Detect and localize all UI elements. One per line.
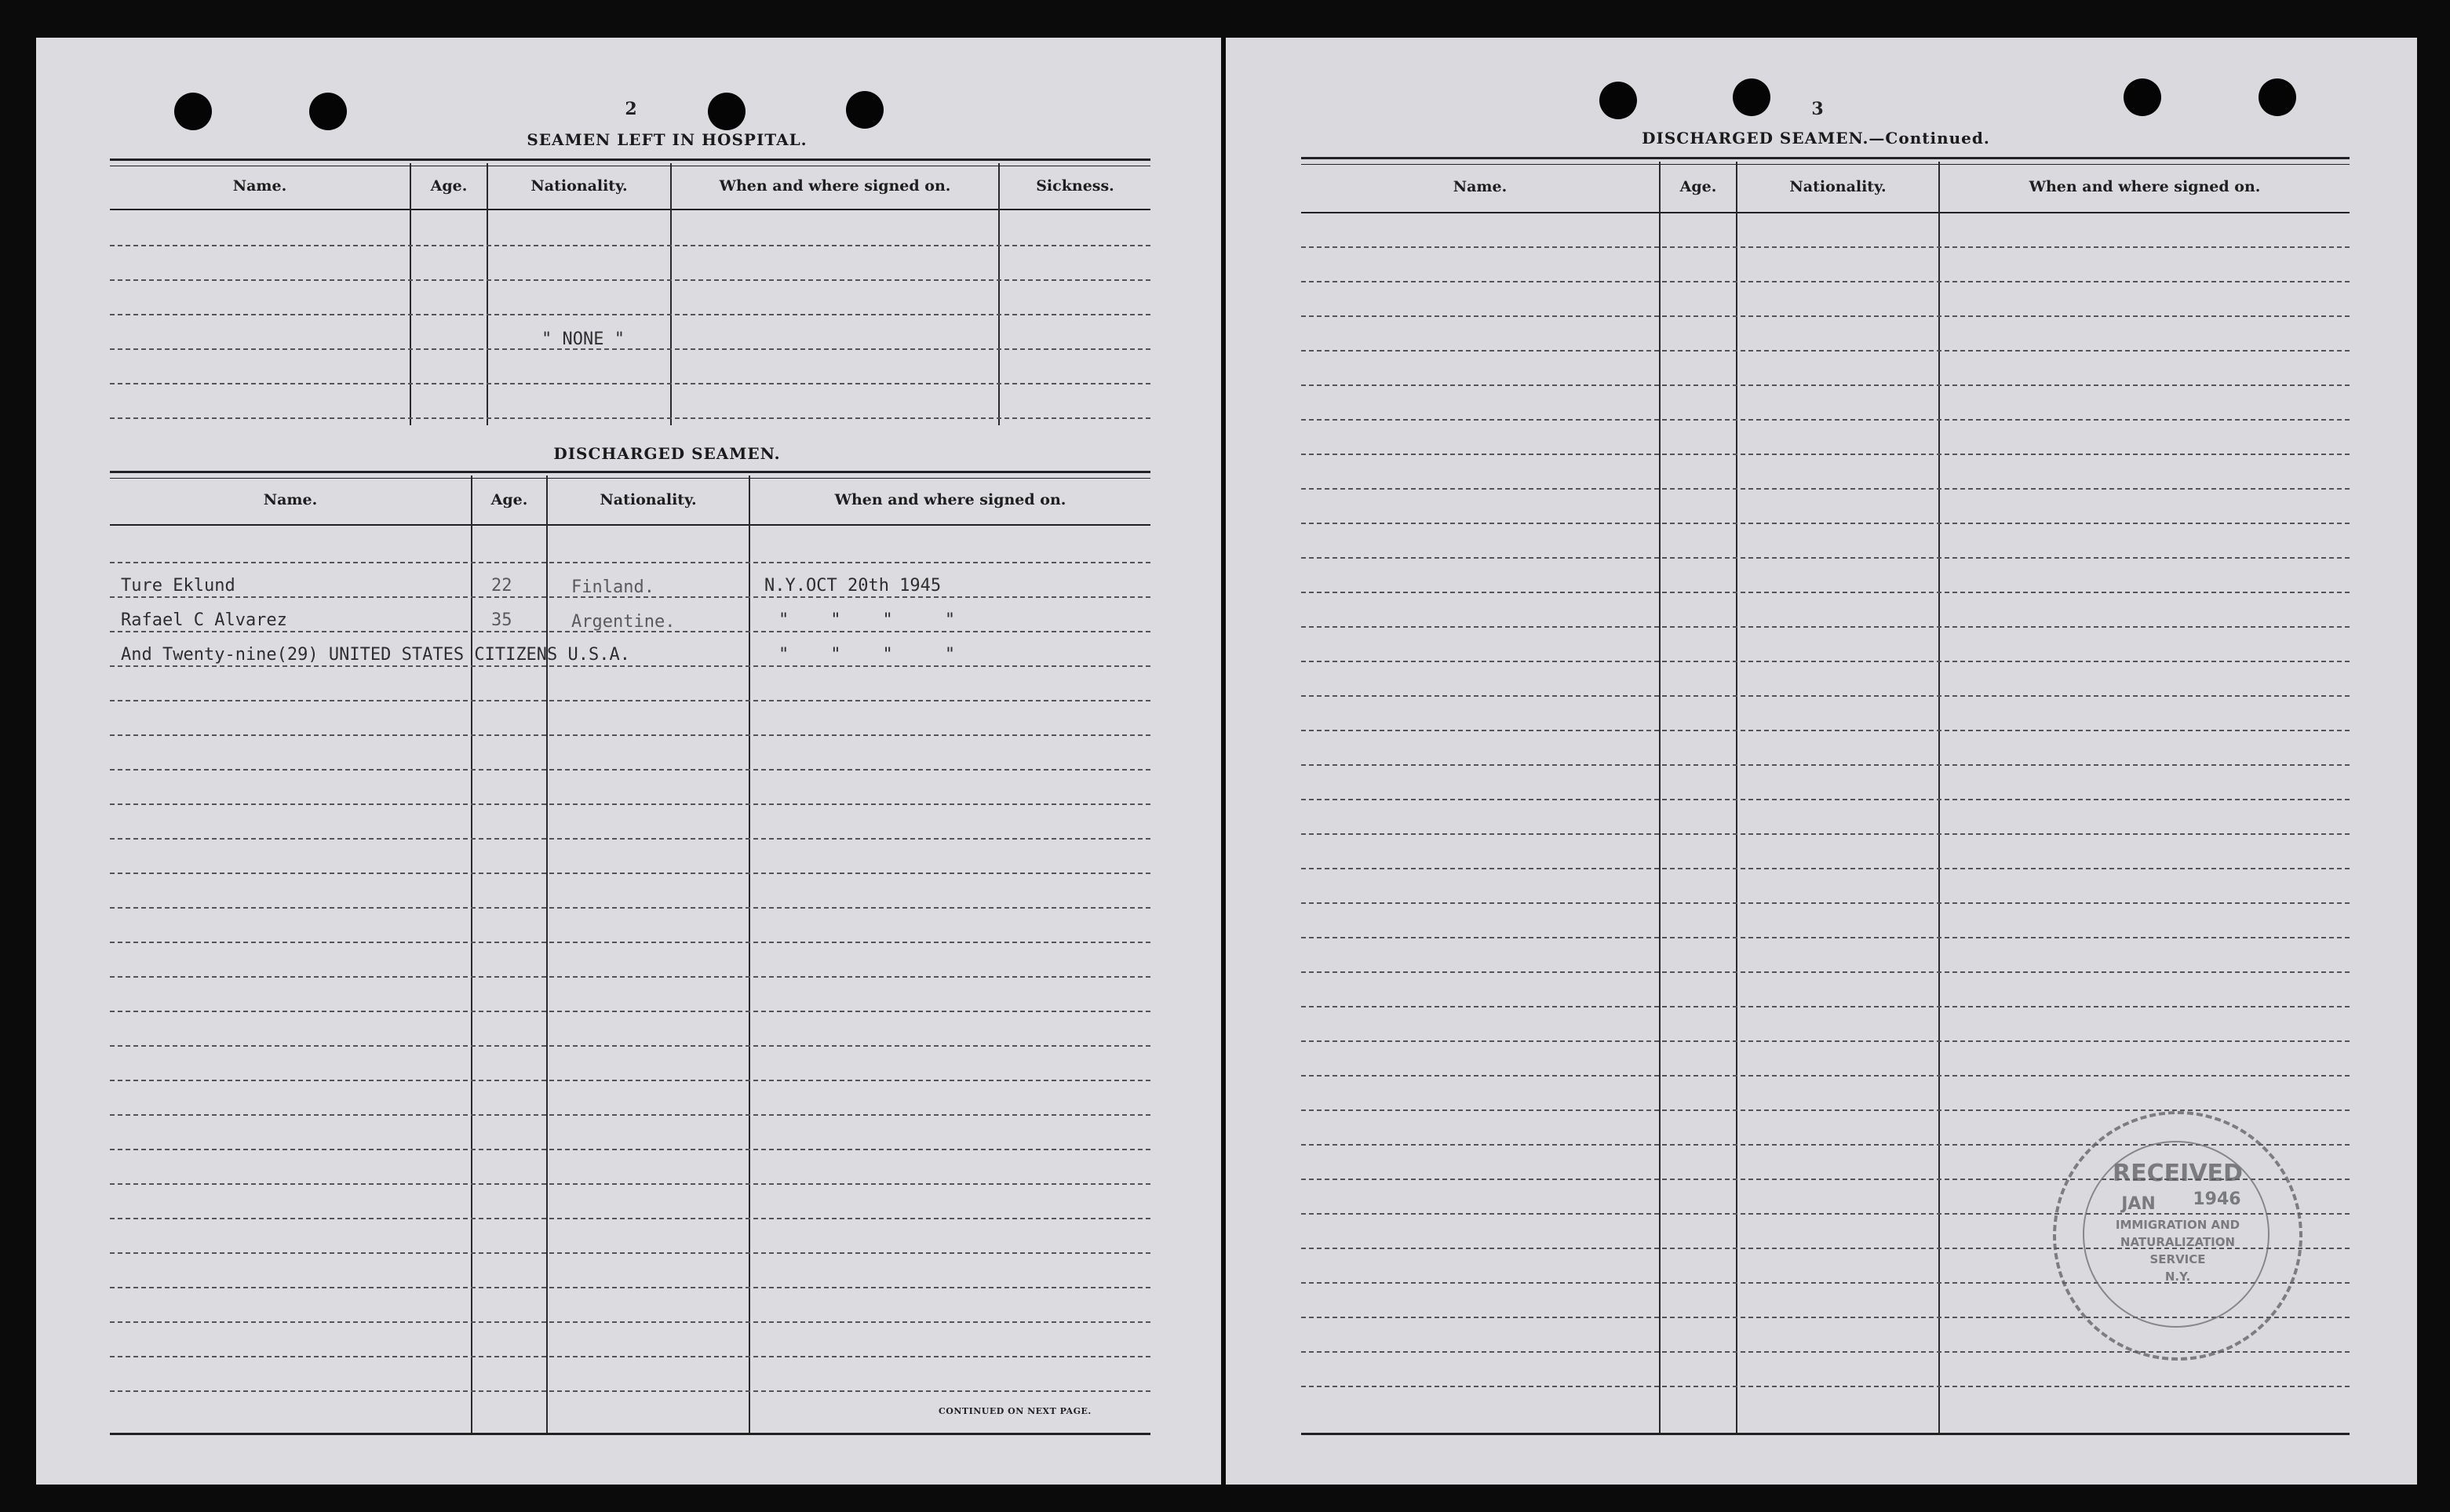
punch-hole — [174, 93, 212, 130]
row-2-signed-on: " " " " — [778, 610, 956, 630]
dotted-row-line — [110, 562, 1150, 563]
dotted-row-line — [1301, 1075, 2350, 1077]
column-rule — [410, 163, 411, 425]
punch-hole — [309, 93, 347, 130]
dotted-row-line — [1301, 557, 2350, 559]
punch-hole — [1733, 78, 1770, 116]
row-2-nationality: Argentine. — [571, 612, 676, 632]
dotted-row-line — [1301, 1006, 2350, 1007]
row-1-signed-on: N.Y.OCT 20th 1945 — [764, 576, 942, 596]
dotted-row-line — [110, 873, 1150, 874]
right-page — [1226, 38, 2417, 1485]
stamp-received: RECEIVED — [2113, 1160, 2243, 1187]
punch-hole — [846, 91, 884, 129]
dotted-row-line — [110, 838, 1150, 840]
stamp-agency-line1: IMMIGRATION AND — [2115, 1218, 2240, 1232]
row-1-age: 22 — [491, 576, 512, 596]
stamp-date-month: JAN — [2121, 1194, 2156, 1214]
left-page — [36, 38, 1221, 1485]
stamp-agency-line3: SERVICE — [2149, 1252, 2206, 1266]
continued-header-row — [1301, 162, 2350, 213]
column-rule — [998, 163, 1000, 425]
column-rule — [1659, 162, 1661, 1433]
header-signed-on: When and where signed on. — [834, 491, 1066, 508]
discharged-table — [110, 471, 1150, 1444]
discharged-header-row — [110, 475, 1150, 526]
column-rule — [471, 475, 472, 1433]
discharged-section-title: DISCHARGED SEAMEN. — [553, 444, 781, 463]
dotted-row-line — [110, 665, 1150, 667]
dotted-row-line — [110, 348, 1150, 350]
dotted-row-line — [110, 1011, 1150, 1012]
dotted-row-line — [1301, 454, 2350, 455]
header-signed-on: When and where signed on. — [2029, 178, 2261, 195]
header-sickness: Sickness. — [1036, 177, 1114, 195]
row-2-age: 35 — [491, 610, 512, 630]
dotted-row-line — [110, 769, 1150, 771]
punch-hole — [708, 93, 746, 130]
dotted-row-line — [1301, 902, 2350, 904]
dotted-row-line — [1301, 764, 2350, 766]
row-3-name: And Twenty-nine(29) UNITED STATES CITIZENS U.S.A. — [121, 645, 631, 665]
dotted-row-line — [1301, 592, 2350, 593]
column-rule — [1938, 162, 1940, 1433]
dotted-row-line — [1301, 1040, 2350, 1042]
header-age: Age. — [430, 177, 468, 195]
hospital-header-row — [110, 163, 1150, 210]
row-1-nationality: Finland. — [571, 577, 654, 597]
dotted-row-line — [1301, 661, 2350, 662]
header-name: Name. — [263, 491, 318, 508]
dotted-row-line — [110, 907, 1150, 909]
header-signed-on: When and where signed on. — [719, 177, 951, 195]
row-1-name: Ture Eklund — [121, 576, 235, 596]
dotted-row-line — [110, 245, 1150, 246]
table-bottom-rule — [110, 1433, 1150, 1435]
stamp-location: N.Y. — [2164, 1270, 2191, 1284]
header-nationality: Nationality. — [1789, 178, 1887, 195]
dotted-row-line — [110, 314, 1150, 315]
page-number: 3 — [1811, 99, 1824, 119]
hospital-none-entry: " NONE " — [541, 330, 625, 349]
dotted-row-line — [110, 417, 1150, 419]
dotted-row-line — [110, 1390, 1150, 1392]
dotted-row-line — [1301, 626, 2350, 628]
dotted-row-line — [110, 1183, 1150, 1185]
row-3-signed-on: " " " " — [778, 645, 956, 665]
dotted-row-line — [1301, 350, 2350, 352]
header-name: Name. — [1453, 178, 1508, 195]
page-number: 2 — [625, 99, 637, 119]
dotted-row-line — [110, 1356, 1150, 1357]
dotted-row-line — [110, 1114, 1150, 1116]
column-rule — [487, 163, 488, 425]
punch-hole — [1599, 82, 1637, 119]
continued-note: CONTINUED ON NEXT PAGE. — [939, 1406, 1092, 1416]
table-bottom-rule — [1301, 1433, 2350, 1435]
dotted-row-line — [110, 1218, 1150, 1219]
column-rule — [749, 475, 750, 1433]
dotted-row-line — [110, 700, 1150, 701]
stamp-agency-line2: NATURALIZATION — [2120, 1235, 2236, 1249]
dotted-row-line — [110, 1287, 1150, 1288]
dotted-row-line — [1301, 246, 2350, 248]
hospital-section-title: SEAMEN LEFT IN HOSPITAL. — [527, 130, 808, 149]
continued-section-title: DISCHARGED SEAMEN.—Continued. — [1642, 129, 1990, 148]
dotted-row-line — [1301, 937, 2350, 938]
dotted-row-line — [1301, 868, 2350, 869]
stamp-date-year: 1946 — [2193, 1190, 2241, 1209]
dotted-row-line — [1301, 488, 2350, 490]
dotted-row-line — [1301, 1109, 2350, 1111]
dotted-row-line — [1301, 799, 2350, 800]
dotted-row-line — [1301, 695, 2350, 697]
dotted-row-line — [1301, 384, 2350, 386]
dotted-row-line — [110, 976, 1150, 978]
header-name: Name. — [232, 177, 287, 195]
dotted-row-line — [1301, 833, 2350, 835]
dotted-row-line — [110, 1045, 1150, 1047]
dotted-row-line — [110, 942, 1150, 943]
dotted-row-line — [1301, 523, 2350, 524]
column-rule — [1736, 162, 1737, 1433]
header-age: Age. — [1679, 178, 1717, 195]
column-rule — [670, 163, 672, 425]
header-age: Age. — [490, 491, 528, 508]
received-stamp — [2053, 1111, 2302, 1361]
punch-hole — [2259, 78, 2296, 116]
dotted-row-line — [110, 1252, 1150, 1254]
row-2-name: Rafael C Alvarez — [121, 610, 287, 630]
dotted-row-line — [1301, 315, 2350, 317]
dotted-row-line — [110, 1149, 1150, 1150]
dotted-row-line — [110, 1080, 1150, 1081]
punch-hole — [2124, 78, 2161, 116]
dotted-row-line — [110, 1321, 1150, 1323]
dotted-row-line — [110, 803, 1150, 805]
dotted-row-line — [110, 279, 1150, 281]
dotted-row-line — [1301, 1386, 2350, 1387]
hospital-table — [110, 158, 1150, 477]
dotted-row-line — [1301, 730, 2350, 731]
dotted-row-line — [1301, 971, 2350, 973]
dotted-row-line — [1301, 281, 2350, 282]
dotted-row-line — [1301, 419, 2350, 421]
dotted-row-line — [110, 734, 1150, 736]
header-nationality: Nationality. — [600, 491, 697, 508]
column-rule — [546, 475, 548, 1433]
dotted-row-line — [110, 383, 1150, 384]
header-nationality: Nationality. — [530, 177, 628, 195]
